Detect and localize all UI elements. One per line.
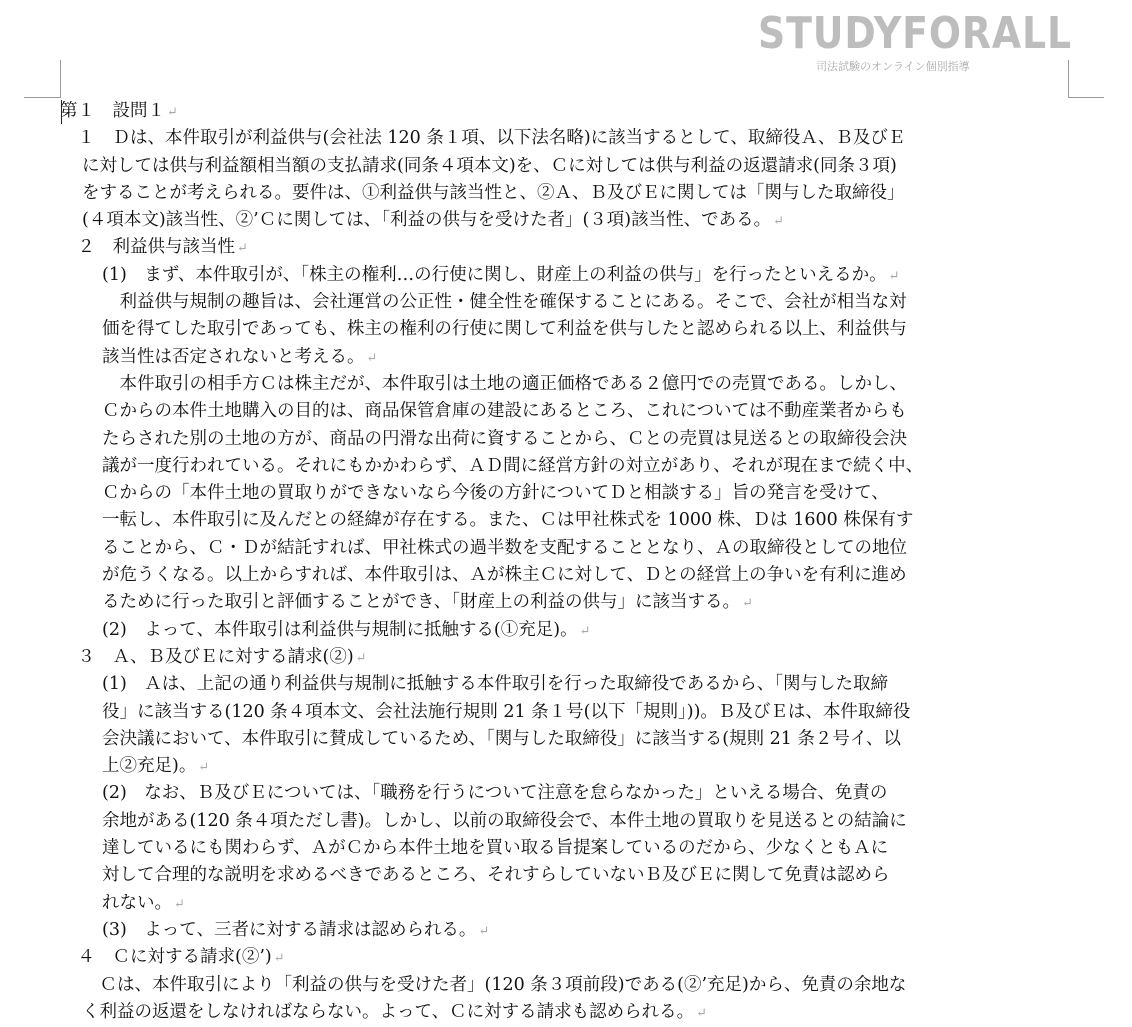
document-line <box>60 562 1110 589</box>
line-text: (1) Ａは、上記の通り利益供与規制に抵触する本件取引を行った取締役であるから、「関与した取締 <box>102 674 889 695</box>
paragraph-mark-icon: ↵ <box>366 350 378 366</box>
line-text: るために行った取引と評価することができ、「財産上の利益の供与」に該当する。 <box>102 592 741 613</box>
document-line <box>60 890 1110 917</box>
document-line <box>60 726 1110 753</box>
paragraph-mark-icon: ↵ <box>696 1005 708 1021</box>
document-line <box>60 507 1110 534</box>
paragraph-mark-icon: ↵ <box>773 214 785 230</box>
document-line <box>60 999 1110 1026</box>
line-text: れない。 <box>102 892 172 913</box>
document-line <box>60 344 1110 371</box>
document-line <box>60 972 1110 999</box>
document-line <box>60 753 1110 780</box>
document-line <box>60 835 1110 862</box>
document-line <box>60 207 1110 234</box>
document-line <box>60 262 1110 289</box>
paragraph-mark-icon: ↵ <box>167 105 178 120</box>
line-text: １ Ｄは、本件取引が利益供与(会社法 120 条１項、以下法名略)に該当するとして、取締役Ａ、Ｂ及びＥ <box>60 128 906 149</box>
line-text: 会決議において、本件取引に賛成しているため、「関与した取締役」に該当する(規則 21 条２号イ、以 <box>102 728 901 749</box>
document-line <box>60 426 1110 453</box>
document-line <box>60 862 1110 889</box>
line-text: (2) なお、Ｂ及びＥについては、「職務を行うについて注意を怠らなかった」といえる場合、免責の <box>102 783 888 804</box>
line-text: く利益の返還をしなければならない。よって、Ｃに対する請求も認められる。 <box>82 1001 695 1022</box>
document-line <box>60 316 1110 343</box>
line-text: Ｃからの本件土地購入の目的は、商品保管倉庫の建設にあるところ、これについては不動産業者からも <box>102 401 907 422</box>
document-line <box>60 398 1110 425</box>
line-text: ４ Ｃに対する請求(②’) <box>60 947 272 968</box>
crop-mark-top-left-horizontal <box>24 97 61 98</box>
line-text: をすることが考えられる。要件は、①利益供与該当性と、②Ａ、Ｂ及びＥに関しては「関与した取締役」 <box>82 182 905 203</box>
document-line <box>60 480 1110 507</box>
document-line <box>60 371 1110 398</box>
paragraph-mark-icon: ↵ <box>273 951 285 967</box>
document-line <box>60 289 1110 316</box>
line-text: Ｃは、本件取引により「利益の供与を受けた者」(120 条３項前段)である(②’充足)から、免責の余地な <box>82 974 907 995</box>
document-body[interactable] <box>60 98 1110 1026</box>
paragraph-mark-icon: ↵ <box>237 241 248 257</box>
paragraph-mark-icon: ↵ <box>579 623 591 639</box>
paragraph-mark-icon: ↵ <box>742 596 753 612</box>
document-line <box>60 617 1110 644</box>
line-text: Ｃからの「本件土地の買取りができないなら今後の方針についてＤと相談する」旨の発言を受けて、 <box>102 483 889 504</box>
crop-mark-top-right-vertical <box>1068 60 1069 98</box>
paragraph-mark-icon: ↵ <box>888 268 900 284</box>
line-text: (1) まず、本件取引が、「株主の権利…の行使に関し、財産上の利益の供与」を行ったといえるか。 <box>102 264 887 285</box>
line-text: 対して合理的な説明を求めるべきであるところ、それすらしていないＢ及びＥに関して免責は認めら <box>102 865 890 886</box>
line-text: 上②充足)。 <box>102 756 197 777</box>
studyforall-logo <box>758 8 1072 74</box>
logo-tagline: 司法試験のオンライン個別指導 <box>816 60 970 73</box>
line-text: たらされた別の土地の方が、商品の円滑な出荷に資することから、Ｃとの売買は見送るとの取締役会決 <box>102 428 907 449</box>
document-line <box>60 644 1110 671</box>
document-line <box>60 234 1110 261</box>
document-line <box>60 917 1110 944</box>
document-line <box>60 780 1110 807</box>
document-line <box>60 98 1110 125</box>
line-text: 一転し、本件取引に及んだとの経緯が存在する。また、Ｃは甲社株式を 1000 株、Ｄは 1600 株保有す <box>102 510 914 531</box>
line-text: ることから、Ｃ・Ｄが結託すれば、甲社株式の過半数を支配することとなり、Ａの取締役としての地位 <box>102 537 907 558</box>
document-line <box>60 125 1110 152</box>
line-text: 議が一度行われている。それにもかかわらず、ＡＤ間に経営方針の対立があり、それが現在まで続く中、 <box>102 455 924 476</box>
paragraph-mark-icon: ↵ <box>198 760 210 776</box>
document-line <box>60 808 1110 835</box>
document-line <box>60 453 1110 480</box>
document-line <box>60 589 1110 616</box>
line-text: ２ 利益供与該当性 <box>60 237 235 258</box>
line-text: が危うくなる。以上からすれば、本件取引は、Ａが株主Ｃに対して、Ｄとの経営上の争いを有利に進め <box>102 565 907 586</box>
paragraph-mark-icon: ↵ <box>174 896 185 912</box>
line-text: 達しているにも関わらず、ＡがＣから本件土地を買い取る旨提案しているのだから、少なくともＡに <box>102 838 889 859</box>
line-text: に対しては供与利益額相当額の支払請求(同条４項本文)を、Ｃに対しては供与利益の返還請求(同条３項) <box>82 155 897 176</box>
line-text: 該当性は否定されないと考える。 <box>102 346 365 367</box>
paragraph-mark-icon: ↵ <box>478 923 490 939</box>
line-text: (2) よって、本件取引は利益供与規制に抵触する(①充足)。 <box>102 619 578 640</box>
line-text: 余地がある(120 条４項ただし書)。しかし、以前の取締役会で、本件土地の買取りを見送るとの結論に <box>102 810 907 831</box>
crop-mark-top-left-vertical <box>60 60 61 98</box>
document-line <box>60 535 1110 562</box>
line-text: ３ Ａ、Ｂ及びＥに対する請求(②) <box>60 646 354 667</box>
logo-wordmark: STUDYFORALL <box>758 8 1072 59</box>
line-text: 本件取引の相手方Ｃは株主だが、本件取引は土地の適正価格である２億円での売買である。しかし、 <box>102 373 907 394</box>
document-line <box>60 180 1110 207</box>
line-text: 役」に該当する(120 条４項本文、会社法施行規則 21 条１号(以下「規則」))。Ｂ及びＥは、本件取締役 <box>102 701 911 722</box>
line-text: 価を得てした取引であっても、株主の権利の行使に関して利益を供与したと認められる以上、利益供与 <box>102 319 907 340</box>
line-text: (４項本文)該当性、②’Ｃに関しては、「利益の供与を受けた者」(３項)該当性、である。 <box>82 210 772 231</box>
line-text: 利益供与規制の趣旨は、会社運営の公正性・健全性を確保することにある。そこで、会社が相当な対 <box>102 292 907 313</box>
document-line <box>60 671 1110 698</box>
document-line <box>60 153 1110 180</box>
document-line <box>60 699 1110 726</box>
line-text: (3) よって、三者に対する請求は認められる。 <box>102 919 477 940</box>
line-text: 第１ 設問１ <box>60 101 165 121</box>
paragraph-mark-icon: ↵ <box>355 650 367 666</box>
document-line <box>60 944 1110 971</box>
